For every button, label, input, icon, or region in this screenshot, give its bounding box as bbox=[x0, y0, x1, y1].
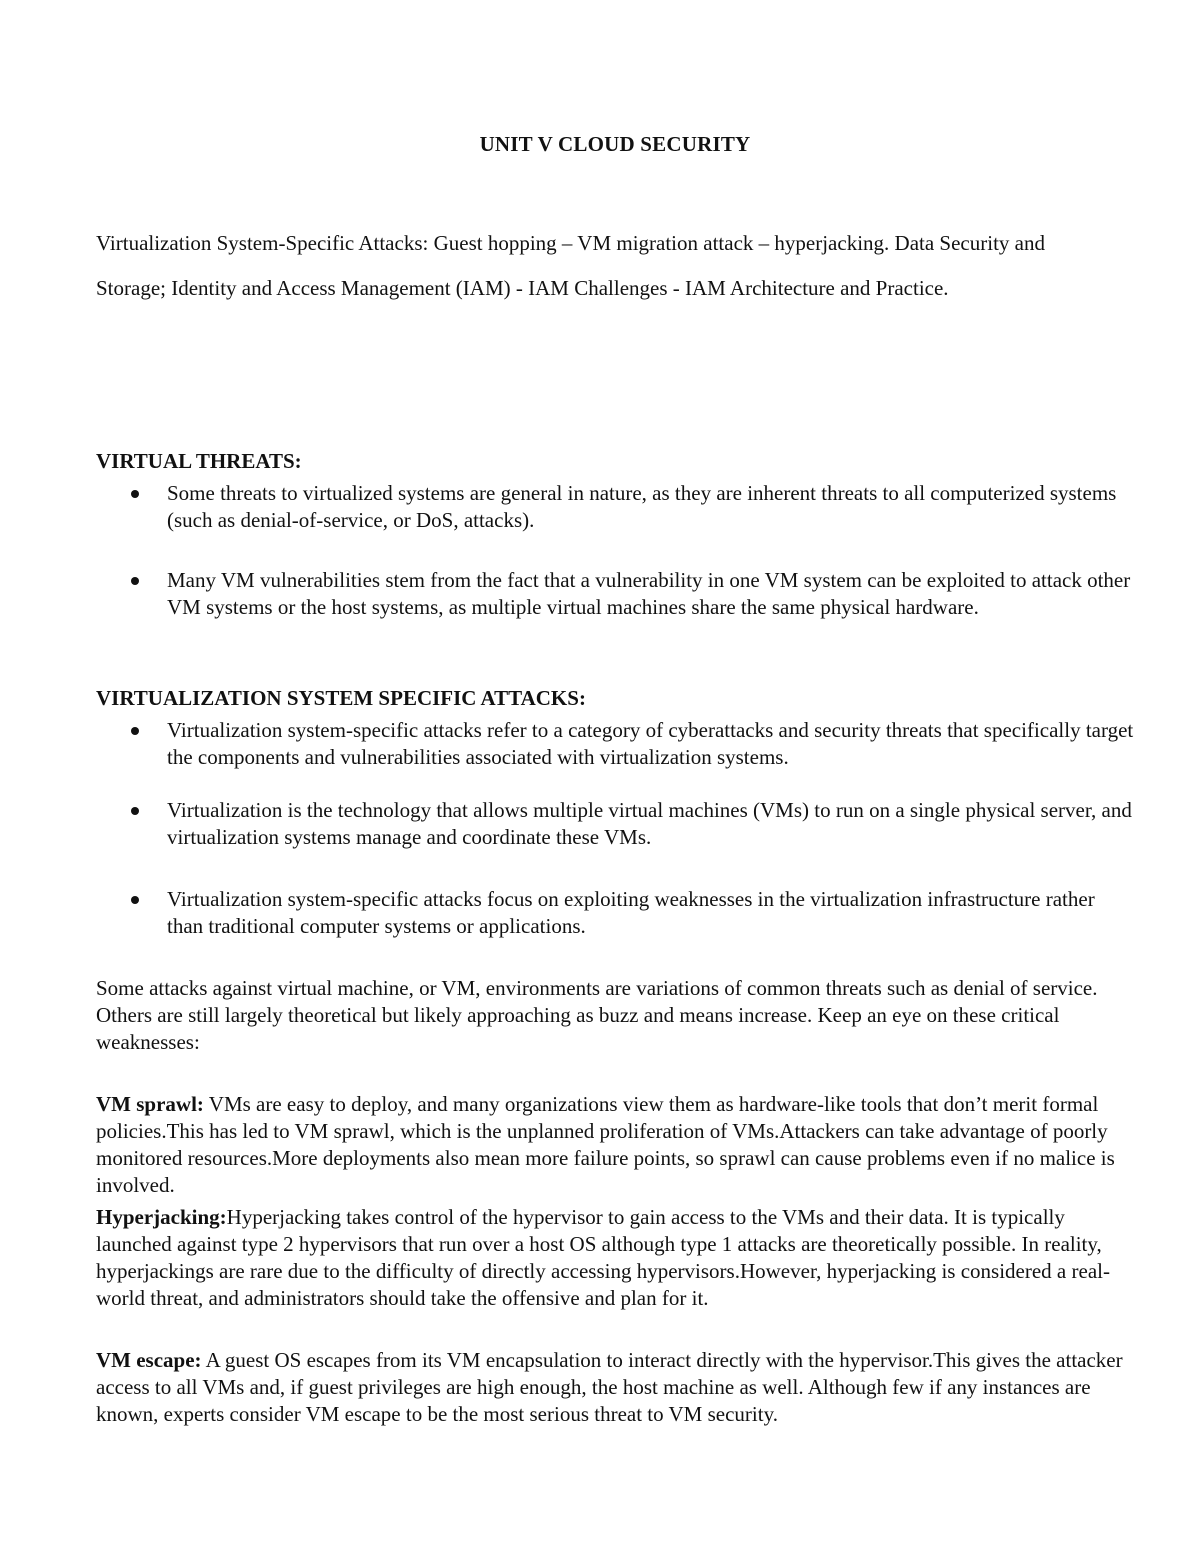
vm-escape-term: VM escape: bbox=[96, 1348, 202, 1372]
vm-escape-paragraph bbox=[96, 1347, 1136, 1428]
list-item bbox=[96, 480, 1136, 534]
list-item bbox=[96, 717, 1136, 771]
unit-syllabus-text: Virtualization System-Specific Attacks: Guest hopping – VM migration attack – hyperjacking. Data Security and Storage; Identity and Access Management (IAM) - IAM Challenges - IAM Architecture and Practice. bbox=[96, 231, 1045, 300]
list-item-text: Some threats to virtualized systems are general in nature, as they are inherent threats to all computerized systems (such as denial-of-service, or DoS, attacks). bbox=[167, 481, 1117, 532]
vm-sprawl-paragraph bbox=[96, 1091, 1136, 1199]
page-title: UNIT V CLOUD SECURITY bbox=[479, 132, 751, 156]
list-item-text: Virtualization system-specific attacks refer to a category of cyberattacks and security threats that specifically target the components and vulnerabilities associated with virtualization systems. bbox=[167, 718, 1134, 769]
list-item-text: Many VM vulnerabilities stem from the fact that a vulnerability in one VM system can be exploited to attack other VM systems or the host systems, as multiple virtual machines share the same physical hardware. bbox=[167, 568, 1131, 619]
list-item bbox=[96, 886, 1136, 940]
hyperjacking-text: Hyperjacking takes control of the hypervisor to gain access to the VMs and their data. It is typically launched against type 2 hypervisors that run over a host OS although type 1 attacks are theoretically possible. In reality, hyperjackings are rare due to the difficulty of directly accessing hypervisors.However, hyperjacking is considered a real-world threat, and administrators should take the offensive and plan for it. bbox=[96, 1205, 1110, 1310]
bullet-icon bbox=[131, 577, 139, 585]
overview-paragraph: Some attacks against virtual machine, or VM, environments are variations of common threats such as denial of service. Others are still largely theoretical but likely approaching as buzz and means increase. Keep an eye on these critical weaknesses: bbox=[96, 976, 1098, 1054]
bullet-icon bbox=[131, 807, 139, 815]
vm-sprawl-text: VMs are easy to deploy, and many organizations view them as hardware-like tools that don’t merit formal policies.This has led to VM sprawl, which is the unplanned proliferation of VMs.Attackers can take advantage of poorly monitored resources.More deployments also mean more failure points, so sprawl can cause problems even if no malice is involved. bbox=[96, 1092, 1115, 1197]
list-item-text: Virtualization is the technology that allows multiple virtual machines (VMs) to run on a single physical server, and virtualization systems manage and coordinate these VMs. bbox=[167, 798, 1132, 849]
vm-escape-text: A guest OS escapes from its VM encapsulation to interact directly with the hypervisor.This gives the attacker access to all VMs and, if guest privileges are high enough, the host machine as well. Although few if any instances are known, experts consider VM escape to be the most serious threat to VM security. bbox=[96, 1348, 1123, 1426]
bullet-icon bbox=[131, 896, 139, 904]
heading-virtual-threats: VIRTUAL THREATS: bbox=[96, 449, 302, 473]
hyperjacking-paragraph bbox=[96, 1204, 1136, 1312]
specific-attacks-list bbox=[96, 717, 1136, 940]
heading-virtualization-specific-attacks: VIRTUALIZATION SYSTEM SPECIFIC ATTACKS: bbox=[96, 686, 586, 710]
vm-sprawl-term: VM sprawl: bbox=[96, 1092, 204, 1116]
virtual-threats-list bbox=[96, 480, 1136, 621]
list-item-text: Virtualization system-specific attacks focus on exploiting weaknesses in the virtualization infrastructure rather than traditional computer systems or applications. bbox=[167, 887, 1095, 938]
bullet-icon bbox=[131, 727, 139, 735]
list-item bbox=[96, 797, 1136, 851]
bullet-icon bbox=[131, 490, 139, 498]
hyperjacking-term: Hyperjacking: bbox=[96, 1205, 227, 1229]
list-item bbox=[96, 567, 1136, 621]
